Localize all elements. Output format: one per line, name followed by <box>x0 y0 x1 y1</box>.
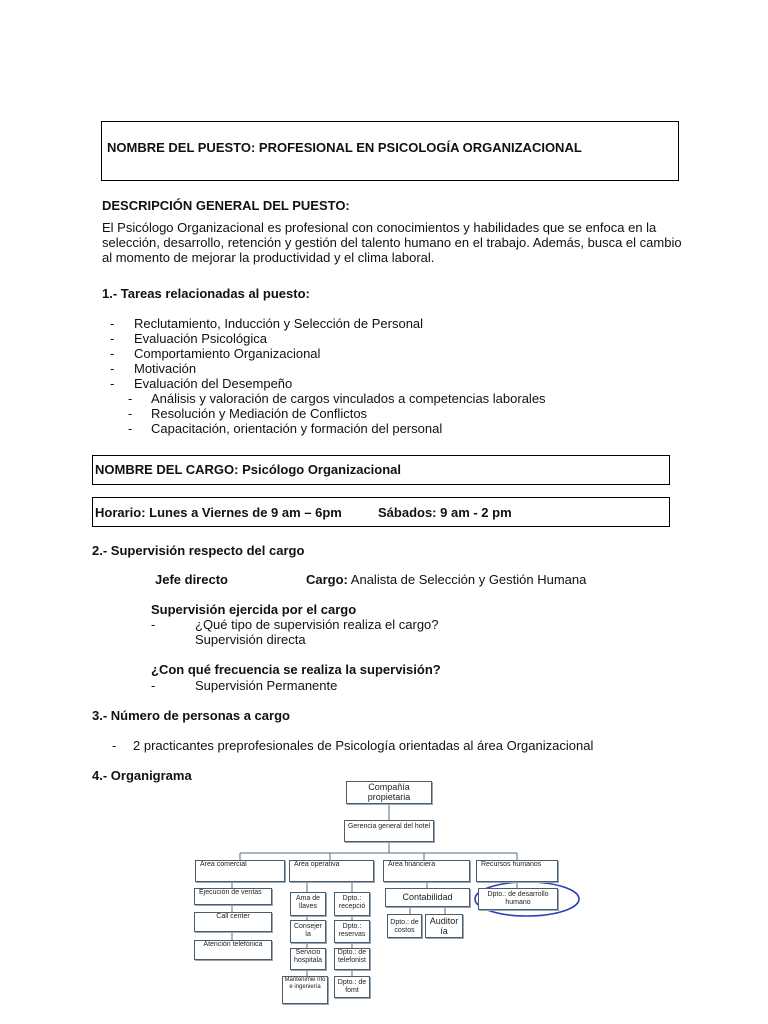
list-item: Reclutamiento, Inducción y Selección de Personal <box>134 316 424 331</box>
org-node-recepcion: Dpto.: recepció <box>334 892 370 916</box>
cargo-label: Cargo: <box>306 572 348 587</box>
frecuencia-heading: ¿Con qué frecuencia se realiza la supervisión? <box>151 662 441 677</box>
org-node-telefonista: Dpto.: de telefonist <box>334 948 370 970</box>
descripcion-text: El Psicólogo Organizacional es profesional con conocimientos y habilidades que se enfoca en la selección, desarrollo, retención y gestión del talento humano en el trabajo. Además, busca el cambio al momento de mejorar la productividad y el clima laboral. <box>102 220 682 265</box>
cargo-title: NOMBRE DEL CARGO: Psicólogo Organizacional <box>95 462 402 477</box>
org-node-area-financiera: Área financiera <box>383 860 470 882</box>
sub-list-item: Capacitación, orientación y formación del personal <box>151 421 443 436</box>
tareas-num: 1. <box>102 286 113 301</box>
list-item: Comportamiento Organizacional <box>134 346 321 361</box>
org-node-costos: Dpto.: de costos <box>387 914 422 938</box>
supervision-heading: 2.- Supervisión respecto del cargo <box>92 543 305 558</box>
sub-list-item: Análisis y valoración de cargos vinculados a competencias laborales <box>151 391 546 406</box>
descripcion-heading: DESCRIPCIÓN GENERAL DEL PUESTO: <box>102 198 350 213</box>
org-node-call-center: Call center <box>194 912 272 932</box>
bullet-dash: - <box>110 331 115 346</box>
bullet-dash: - <box>128 406 133 421</box>
cargo-line <box>306 572 586 587</box>
bullet-dash: - <box>128 391 133 406</box>
org-node-reservas: Dpto.: reservas <box>334 920 370 943</box>
tareas-heading: - Tareas relacionadas al puesto: <box>112 286 310 301</box>
cargo-value: Analista de Selección y Gestión Humana <box>350 572 587 587</box>
personas-heading: 3.- Número de personas a cargo <box>92 708 290 723</box>
org-node-contabilidad: Contabilidad <box>385 888 470 907</box>
puesto-box <box>101 121 679 181</box>
list-item: Evaluación Psicológica <box>134 331 267 346</box>
supervision-answer: Supervisión directa <box>195 632 306 647</box>
list-item: Motivación <box>134 361 197 376</box>
org-node-ejecucion-ventas: Ejecución de ventas <box>194 888 272 905</box>
org-node-root: Compañía propietaria <box>346 781 432 804</box>
org-node-area-operativa: Área operativa <box>289 860 374 882</box>
org-node-area-comercial: Área comercial <box>195 860 285 882</box>
personas-item: 2 practicantes preprofesionales de Psicología orientadas al área Organizacional <box>133 738 594 753</box>
supervision-question: ¿Qué tipo de supervisión realiza el cargo? <box>195 617 439 632</box>
puesto-title: NOMBRE DEL PUESTO: PROFESIONAL EN PSICOLOGÍA ORGANIZACIONAL <box>107 140 582 155</box>
bullet-dash: - <box>151 617 156 632</box>
horario-weekdays: Horario: Lunes a Viernes de 9 am – 6pm <box>95 505 342 520</box>
bullet-dash: - <box>110 376 115 391</box>
organigrama-heading: 4.- Organigrama <box>92 768 192 783</box>
org-node-mantenimiento: Mantenimie nto e ingeniería <box>282 976 328 1004</box>
bullet-dash: - <box>110 316 115 331</box>
org-node-recursos-humanos: Recursos humanos <box>476 860 558 882</box>
org-node-gerencia: Gerencia general del hotel <box>344 820 434 842</box>
cargo-box <box>92 455 670 485</box>
frecuencia-answer: Supervisión Permanente <box>195 678 338 693</box>
bullet-dash: - <box>128 421 133 436</box>
jefe-directo-label: Jefe directo <box>155 572 228 587</box>
org-node-servicio-hospitala: Servicio hospitala <box>290 948 326 970</box>
org-node-fomt: Dpto.: de fomt <box>334 976 370 998</box>
bullet-dash: - <box>110 361 115 376</box>
horario-box <box>92 497 670 527</box>
org-node-atencion-telefonica: Atención telefónica <box>194 940 272 960</box>
list-item: Evaluación del Desempeño <box>134 376 293 391</box>
horario-saturday: Sábados: 9 am - 2 pm <box>378 505 512 520</box>
org-node-ama-llaves: Ama de llaves <box>290 892 326 916</box>
sub-list-item: Resolución y Mediación de Conflictos <box>151 406 368 421</box>
ejercida-heading: Supervisión ejercida por el cargo <box>151 602 357 617</box>
bullet-dash: - <box>110 346 115 361</box>
org-node-desarrollo-humano: Dpto.: de desarrollo humano <box>478 888 558 910</box>
org-node-consejeria: Consejer ía <box>290 920 326 943</box>
tareas-heading-line <box>102 286 310 301</box>
bullet-dash: - <box>151 678 156 693</box>
bullet-dash: - <box>112 738 117 753</box>
org-node-auditoria: Auditor ía <box>425 914 463 938</box>
